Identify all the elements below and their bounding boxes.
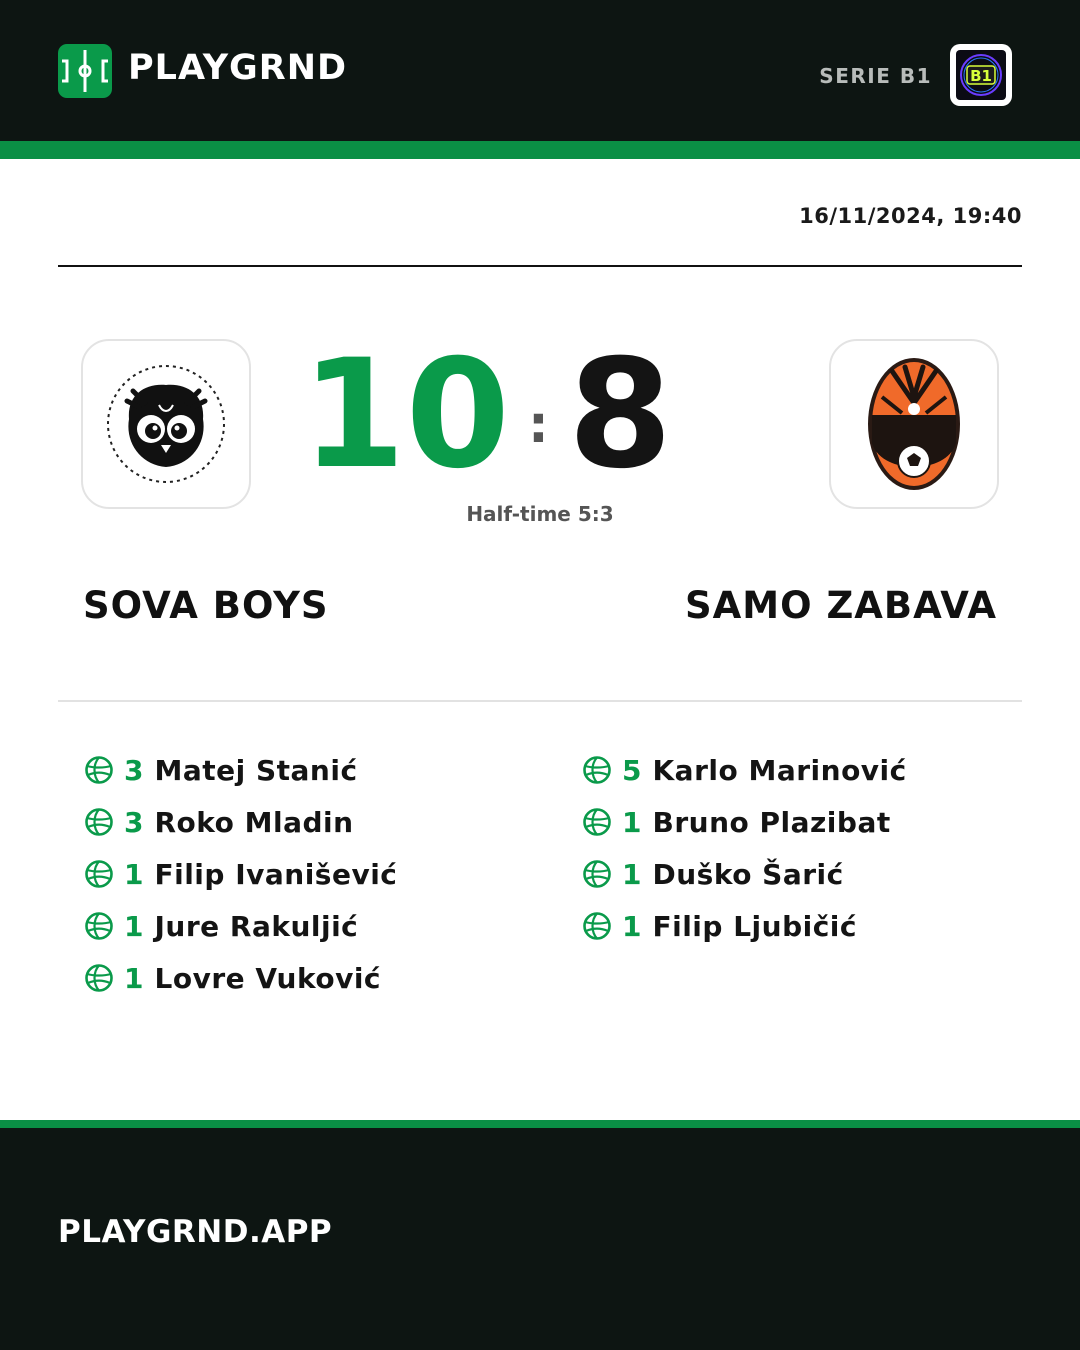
scoreboard [0, 328, 1080, 502]
scorer-goals: 5 [622, 753, 642, 787]
scorer-row[interactable] [84, 900, 397, 952]
scorer-row[interactable] [84, 848, 397, 900]
ball-icon [582, 859, 612, 889]
scorer-name: Lovre Vuković [154, 961, 382, 995]
away-team-name[interactable]: SAMO ZABAVA [685, 584, 997, 627]
scorer-goals: 1 [124, 857, 144, 891]
home-score: 10 [301, 328, 510, 502]
ball-icon [84, 807, 114, 837]
footer-url-link[interactable]: PLAYGRND.APP [58, 1214, 333, 1250]
header-accent-stripe [0, 141, 1080, 159]
scorer-goals: 1 [622, 857, 642, 891]
ball-icon [84, 755, 114, 785]
league-name: SERIE B1 [819, 64, 932, 88]
away-score: 8 [568, 328, 673, 502]
scorer-row[interactable] [84, 952, 397, 1004]
scorer-goals: 1 [622, 805, 642, 839]
scorer-row[interactable] [582, 900, 907, 952]
ball-icon [582, 755, 612, 785]
divider [58, 700, 1022, 702]
scorer-row[interactable] [582, 848, 907, 900]
divider [58, 265, 1022, 267]
brand-name: PLAYGRND [128, 48, 348, 88]
league-info [819, 44, 1012, 106]
scorer-goals: 3 [124, 753, 144, 787]
scorer-row[interactable] [582, 744, 907, 796]
ball-icon [582, 807, 612, 837]
scorer-name: Matej Stanić [154, 753, 358, 787]
away-scorers-list [582, 744, 907, 952]
halftime-score: Half-time 5:3 [466, 502, 614, 526]
football-pitch-icon [58, 44, 112, 98]
scorer-goals: 1 [124, 961, 144, 995]
scorer-row[interactable] [582, 796, 907, 848]
score-separator: : [528, 395, 549, 455]
scorer-name: Roko Mladin [154, 805, 354, 839]
brand[interactable] [58, 44, 347, 98]
match-datetime: 16/11/2024, 19:40 [799, 204, 1022, 228]
league-badge-text: B1 [970, 67, 992, 85]
scorer-row[interactable] [84, 796, 397, 848]
scorer-goals: 1 [622, 909, 642, 943]
scorer-name: Bruno Plazibat [652, 805, 891, 839]
ball-icon [84, 911, 114, 941]
home-team-name[interactable]: SOVA BOYS [83, 584, 329, 627]
scorer-goals: 1 [124, 909, 144, 943]
scorer-goals: 3 [124, 805, 144, 839]
ball-icon [84, 963, 114, 993]
ball-icon [84, 859, 114, 889]
scorer-name: Jure Rakuljić [154, 909, 359, 943]
header-bar [0, 0, 1080, 141]
scorer-name: Duško Šarić [652, 857, 844, 891]
scorer-row[interactable] [84, 744, 397, 796]
home-scorers-list [84, 744, 397, 1004]
scorer-name: Karlo Marinović [652, 753, 907, 787]
league-b1-logo [950, 44, 1012, 106]
scorer-name: Filip Ivanišević [154, 857, 398, 891]
ball-icon [582, 911, 612, 941]
footer-accent-stripe [0, 1120, 1080, 1128]
scorer-name: Filip Ljubičić [652, 909, 858, 943]
